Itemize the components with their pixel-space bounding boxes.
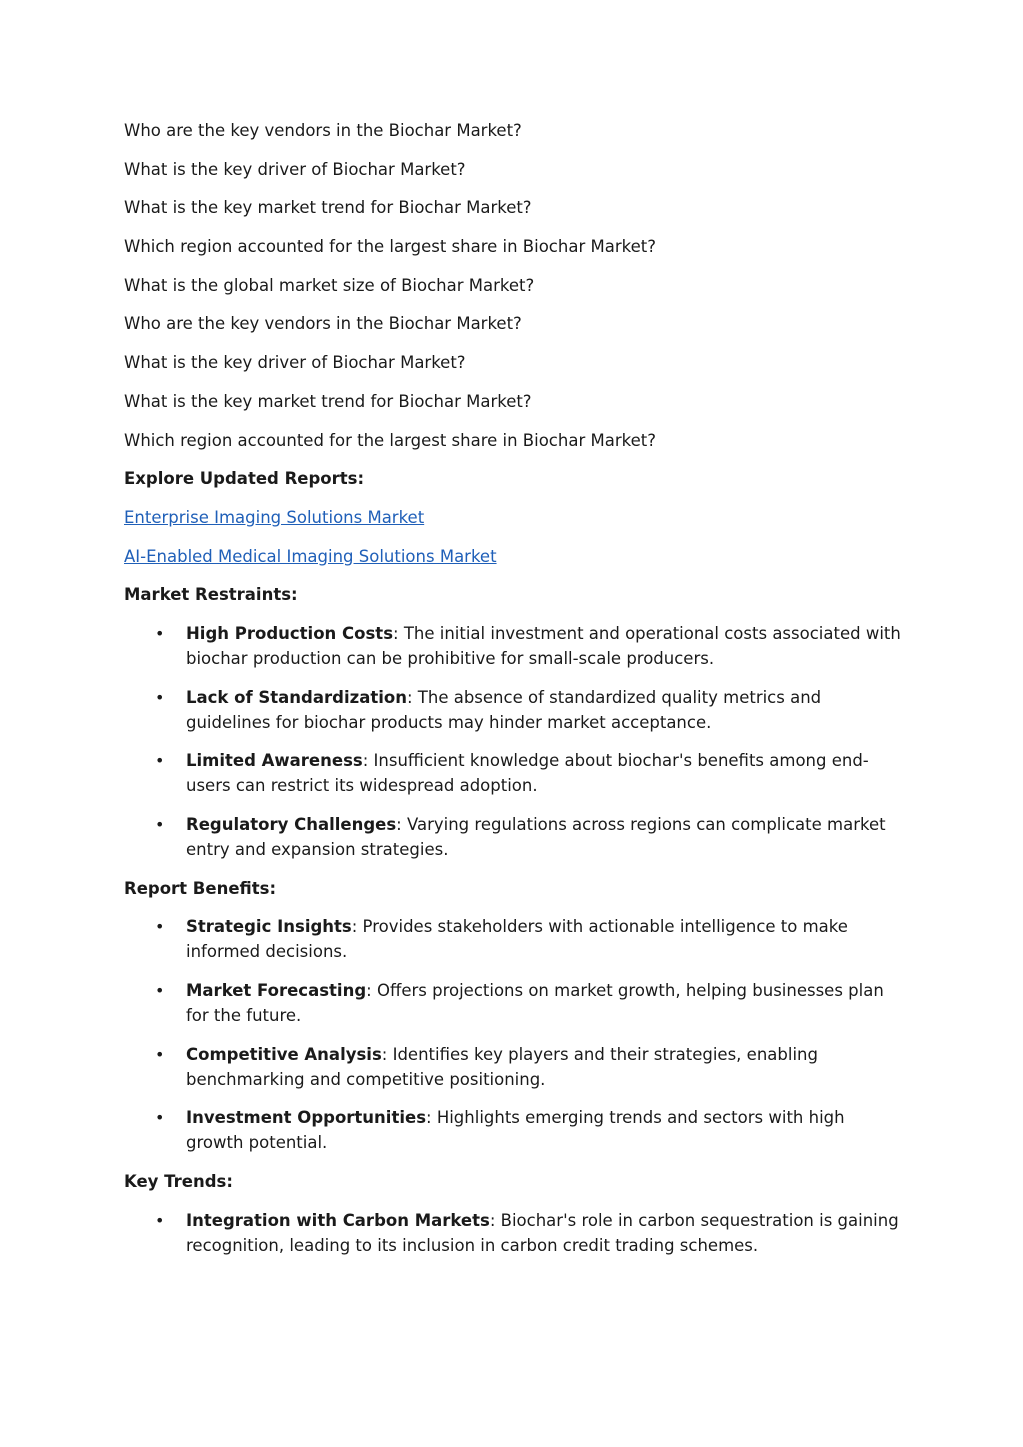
- item-text: : Highlights emerging trends and sectors with high growth potential.: [186, 1108, 845, 1153]
- bullet-icon: •: [155, 623, 165, 643]
- item-title: Integration with Carbon Markets: [186, 1210, 490, 1230]
- faq-question: Which region accounted for the largest share in Biochar Market?: [124, 430, 656, 450]
- document-page: [124, 118, 904, 1272]
- item-text: : Biochar's role in carbon sequestration is gaining recognition, leading to its inclusion in carbon credit trading schemes.: [186, 1210, 899, 1255]
- item-text: : Identifies key players and their strategies, enabling benchmarking and competitive positioning.: [186, 1044, 818, 1089]
- item-title: High Production Costs: [186, 623, 394, 643]
- item-text: : Insufficient knowledge about biochar's benefits among end-users can restrict its widespread adoption.: [186, 751, 869, 796]
- key-trends-heading: Key Trends:: [124, 1172, 233, 1192]
- list-item: [124, 621, 904, 671]
- market-restraints-list: [124, 621, 904, 862]
- item-title: Regulatory Challenges: [186, 815, 397, 834]
- list-item: [124, 978, 904, 1028]
- report-link-enterprise-imaging[interactable]: Enterprise Imaging Solutions Market: [124, 507, 425, 527]
- item-title: Limited Awareness: [186, 751, 363, 771]
- item-title: Competitive Analysis: [186, 1044, 382, 1064]
- list-item: [124, 812, 904, 862]
- bullet-icon: •: [155, 981, 165, 1001]
- bullet-icon: •: [155, 815, 165, 834]
- item-text: : Offers projections on market growth, helping businesses plan for the future.: [186, 981, 884, 1026]
- bullet-icon: •: [155, 751, 165, 771]
- item-text: : Varying regulations across regions can complicate market entry and expansion strategies.: [186, 815, 886, 859]
- faq-question: Who are the key vendors in the Biochar Market?: [124, 121, 522, 140]
- list-item: [124, 748, 904, 798]
- item-text: : The initial investment and operational costs associated with biochar production can be prohibitive for small-scale producers.: [186, 623, 901, 668]
- report-benefits-list: [124, 914, 904, 1155]
- report-link-ai-medical-imaging[interactable]: AI-Enabled Medical Imaging Solutions Market: [124, 546, 497, 566]
- list-item: [124, 1105, 904, 1155]
- item-title: Strategic Insights: [186, 917, 352, 937]
- item-title: Market Forecasting: [186, 981, 367, 1001]
- bullet-icon: •: [155, 1108, 165, 1128]
- list-item: [124, 1208, 904, 1258]
- report-link-row: [124, 544, 904, 569]
- faq-question: What is the global market size of Biochar Market?: [124, 275, 535, 295]
- key-trends-list: [124, 1208, 904, 1258]
- bullet-icon: •: [155, 687, 165, 707]
- list-item: [124, 1042, 904, 1092]
- list-item: [124, 685, 904, 735]
- faq-question: Which region accounted for the largest share in Biochar Market?: [124, 237, 656, 257]
- item-text: : The absence of standardized quality metrics and guidelines for biochar products may hinder market acceptance.: [186, 687, 822, 732]
- report-link-row: [124, 505, 904, 530]
- bullet-icon: •: [155, 1044, 165, 1064]
- report-benefits-heading: Report Benefits:: [124, 878, 277, 898]
- faq-question: What is the key driver of Biochar Market?: [124, 159, 466, 179]
- market-restraints-heading: Market Restraints:: [124, 585, 298, 605]
- faq-question: What is the key driver of Biochar Market?: [124, 353, 466, 373]
- item-text: : Provides stakeholders with actionable intelligence to make informed decisions.: [186, 917, 848, 962]
- item-title: Lack of Standardization: [186, 687, 407, 707]
- bullet-icon: •: [155, 1210, 165, 1230]
- item-title: Investment Opportunities: [186, 1108, 427, 1128]
- faq-question: Who are the key vendors in the Biochar Market?: [124, 314, 522, 334]
- faq-question: What is the key market trend for Biochar Market?: [124, 391, 532, 411]
- explore-reports-heading: Explore Updated Reports:: [124, 469, 365, 489]
- faq-question: What is the key market trend for Biochar Market?: [124, 198, 532, 218]
- list-item: [124, 914, 904, 964]
- bullet-icon: •: [155, 917, 165, 937]
